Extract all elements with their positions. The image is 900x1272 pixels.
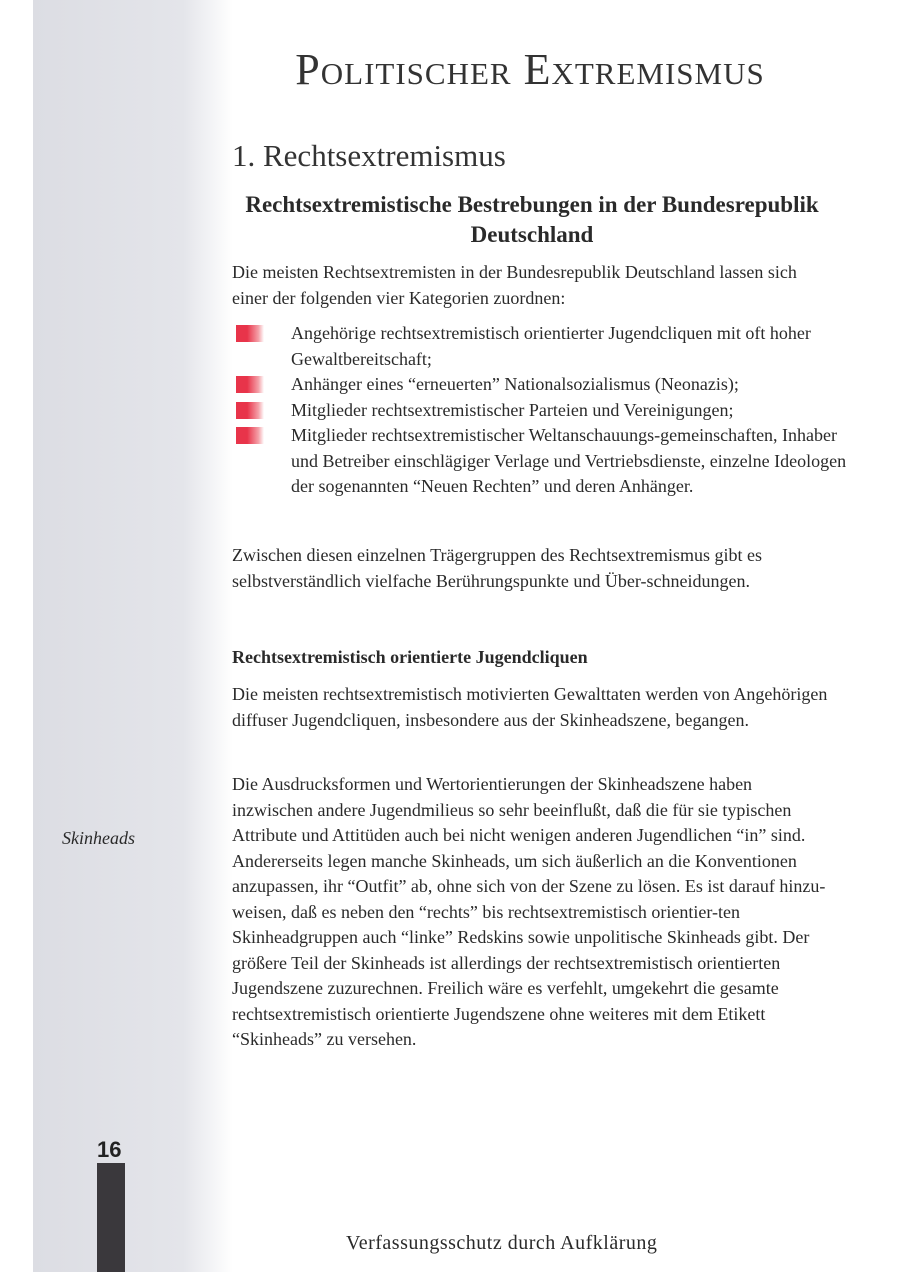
category-list: [232, 321, 852, 500]
list-item: [232, 423, 852, 500]
paragraph: Die Ausdrucksformen und Wertorientierungen der Skinheadszene haben inzwischen andere Jugendmilieus so sehr beeinflußt, daß die für sie typischen Attribute und Attitüden auch bei nicht wenigen anderen Jugendlichen “in” sind. Andererseits legen manche Skinheads, um sich äußerlich an die Konventionen anzupassen, ihr “Outfit” ab, ohne sich von der Szene zu lösen. Es ist darauf hinzu-weisen, daß es neben den “rechts” bis rechtsextremistisch orientier-ten Skinheadgruppen auch “linke” Redskins sowie unpolitische Skinheads gibt. Der größere Teil der Skinheads ist allerdings der rechtsextremistisch orientierten Jugendszene zuzurechnen. Freilich wäre es verfehlt, umgekehrt die gesamte rechtsextremistisch orientierte Jugendszene ohne weiteres mit dem Etikett “Skinheads” zu versehen.: [232, 774, 826, 1049]
margin-note: Skinheads: [62, 828, 135, 848]
page-marker-bar: [97, 1163, 125, 1272]
footer: Verfassungsschutz durch Aufklärung: [346, 1232, 658, 1254]
intro-paragraph: Die meisten Rechtsextremisten in der Bundesrepublik Deutschland lassen sich einer der folgenden vier Kategorien zuordnen:: [232, 262, 797, 308]
list-item-text: Anhänger eines “erneuerten” Nationalsozialismus (Neonazis);: [291, 374, 739, 394]
subsection-heading: Rechtsextremistisch orientierte Jugendcliquen: [232, 647, 588, 667]
bullet-icon: [236, 376, 264, 393]
subheading: Rechtsextremistische Bestrebungen in der Bundesrepublik Deutschland: [245, 192, 819, 247]
list-item: [232, 398, 852, 424]
page-number: 16: [97, 1137, 122, 1162]
bullet-icon: [236, 402, 264, 419]
bullet-icon: [236, 427, 264, 444]
list-item-text: Angehörige rechtsextremistisch orientierter Jugendcliquen mit oft hoher Gewaltbereitschaft;: [291, 323, 811, 369]
list-item-text: Mitglieder rechtsextremistischer Parteien und Vereinigungen;: [291, 399, 734, 420]
list-item: [232, 372, 852, 398]
paragraph: Zwischen diesen einzelnen Trägergruppen des Rechtsextremismus gibt es selbstverständlich vielfache Berührungspunkte und Über-schneidungen.: [232, 545, 763, 591]
list-item-text: Mitglieder rechtsextremistischer Weltanschauungs-gemeinschaften, Inhaber und Betreiber einschlägiger Verlage und Vertriebsdienste, einzelne Ideologen der sogenannten “Neuen Rechten” und deren Anhänger.: [291, 425, 847, 496]
page-title: Politischer Extremismus: [295, 45, 765, 94]
margin-band: [33, 0, 233, 1272]
list-item: [232, 321, 852, 372]
bullet-icon: [236, 325, 264, 342]
section-heading: 1. Rechtsextremismus: [232, 138, 506, 173]
paragraph: Die meisten rechtsextremistisch motivierten Gewalttaten werden von Angehörigen diffuser Jugendcliquen, insbesondere aus der Skinheadszene, begangen.: [232, 684, 828, 730]
